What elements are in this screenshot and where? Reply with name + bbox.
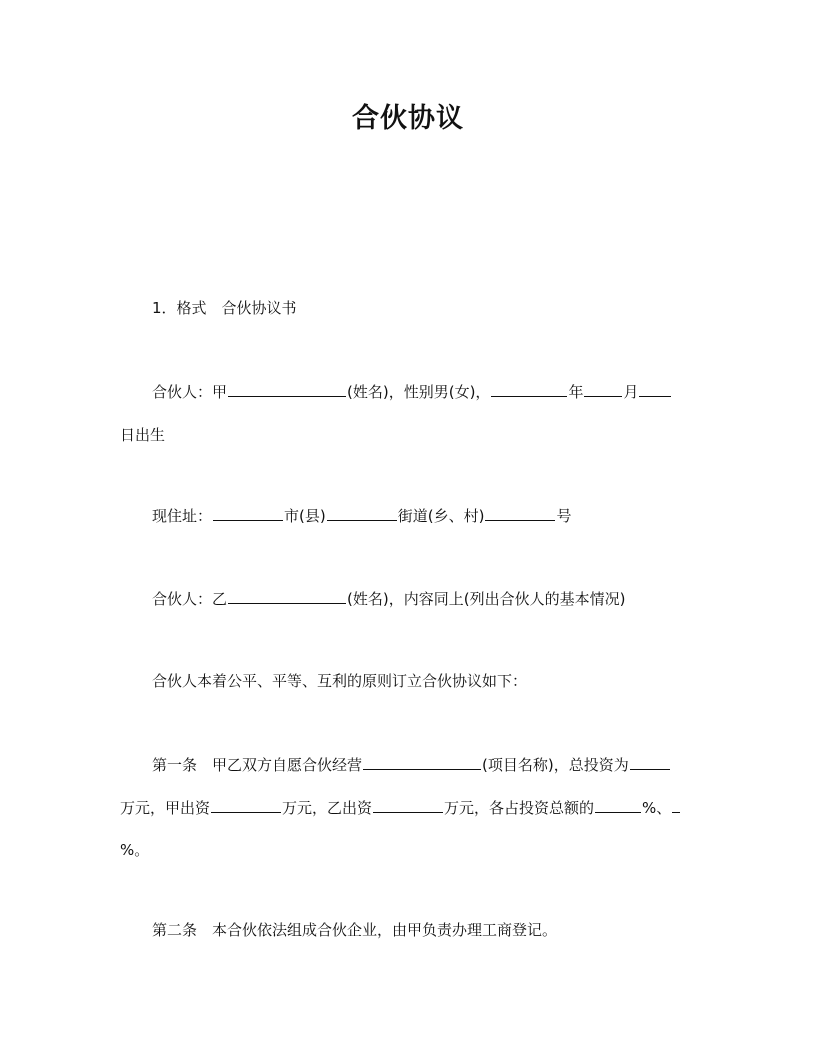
partner-b-line	[120, 588, 732, 609]
format-line: 1．格式 合伙协议书	[152, 299, 297, 317]
unit-label-1: 万元，甲出资	[120, 799, 211, 817]
preamble: 合伙人本着公平、平等、互利的原则订立合伙协议如下：	[152, 672, 528, 690]
city-label: 市(县)	[284, 507, 326, 525]
party-b-investment-blank[interactable]	[373, 797, 443, 813]
article1-line2	[120, 797, 700, 818]
partner-a-label: 合伙人：甲	[152, 383, 228, 401]
birth-day-blank[interactable]	[639, 381, 671, 397]
party-b-percent-blank[interactable]	[672, 797, 680, 813]
number-blank[interactable]	[485, 505, 555, 521]
partner-b-note: (姓名)，内容同上(列出合伙人的基本情况)	[347, 590, 626, 608]
number-label: 号	[556, 507, 572, 525]
party-a-percent-blank[interactable]	[595, 797, 641, 813]
street-label: 街道(乡、村)	[397, 507, 485, 525]
partner-b-label: 合伙人：乙	[152, 590, 228, 608]
project-name-blank[interactable]	[363, 754, 481, 770]
month-label: 月	[623, 383, 639, 401]
city-blank[interactable]	[213, 505, 283, 521]
article1-line3: %。	[120, 841, 150, 859]
address-label: 现住址：	[152, 507, 213, 525]
article1-line1	[120, 754, 732, 775]
article1-head: 第一条 甲乙双方自愿合伙经营	[152, 756, 363, 774]
year-label: 年	[568, 383, 584, 401]
party-a-investment-blank[interactable]	[211, 797, 281, 813]
partner-a-name-blank[interactable]	[228, 381, 346, 397]
unit-label-3: 万元，各占投资总额的	[444, 799, 595, 817]
article1-project: (项目名称)，总投资为	[482, 756, 629, 774]
article2: 第二条 本合伙依法组成合伙企业，由甲负责办理工商登记。	[152, 921, 558, 939]
percent-separator: %、	[642, 799, 672, 817]
partner-a-name-note: (姓名)，性别男(女)，	[347, 383, 491, 401]
birth-line: 日出生	[120, 426, 166, 444]
partner-a-line	[120, 381, 732, 402]
birth-month-blank[interactable]	[584, 381, 622, 397]
birth-year-blank[interactable]	[491, 381, 567, 397]
address-line	[120, 505, 732, 526]
street-blank[interactable]	[327, 505, 397, 521]
unit-label-2: 万元，乙出资	[282, 799, 373, 817]
document-title: 合伙协议	[352, 103, 464, 134]
partner-b-name-blank[interactable]	[228, 588, 346, 604]
total-investment-blank[interactable]	[630, 754, 670, 770]
